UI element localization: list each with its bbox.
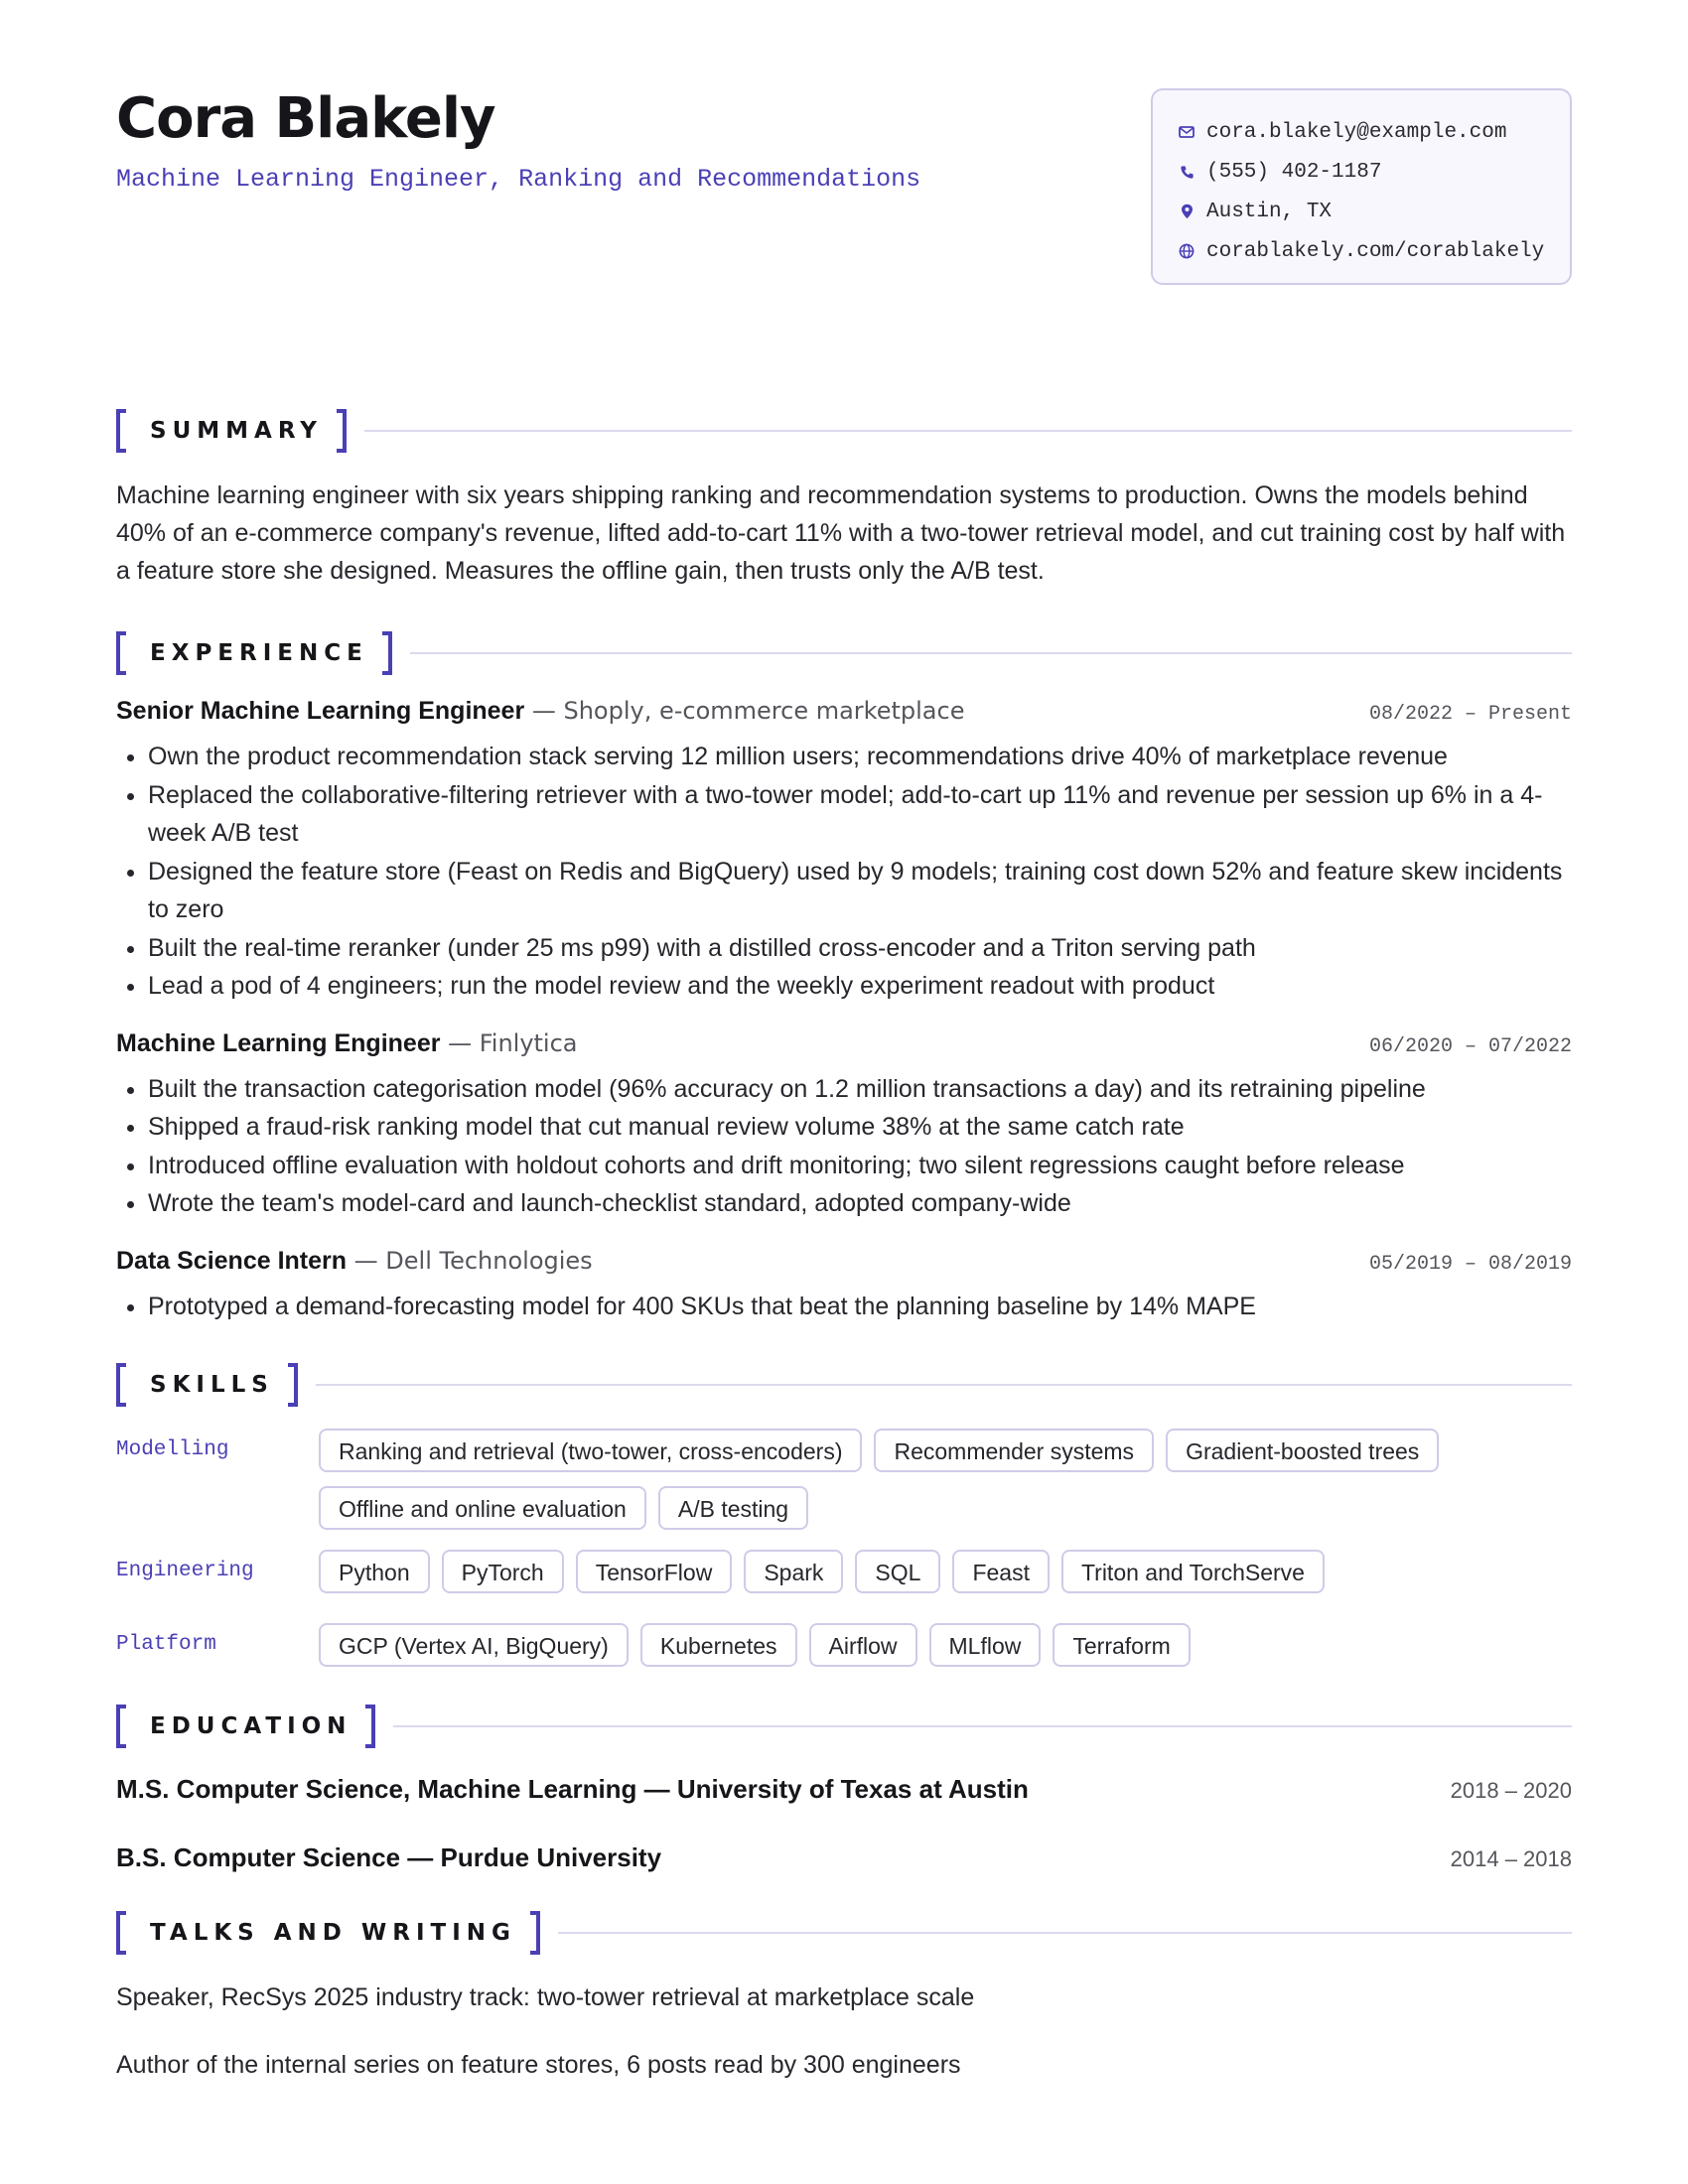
skill-tag: GCP (Vertex AI, BigQuery) [319, 1623, 629, 1667]
section-divider [316, 1384, 1572, 1386]
section-divider [558, 1932, 1572, 1934]
bracket-right [382, 631, 392, 675]
resume-header [116, 85, 1572, 316]
summary-section [116, 407, 1572, 590]
section-title: EXPERIENCE [150, 640, 368, 666]
skill-group-platform [116, 1623, 1572, 1667]
list-item: • Introduced offline evaluation with holdout cohorts and drift monitoring; two silent regressions caught before release [148, 1147, 1572, 1185]
contact-email-text: cora.blakely@example.com [1206, 120, 1507, 144]
degree-title: B.S. Computer Science — Purdue University [116, 1843, 662, 1872]
job-bullets [116, 1288, 1572, 1326]
job-entry [116, 1247, 1572, 1326]
globe-icon [1179, 243, 1195, 259]
contact-location [1179, 192, 1570, 231]
skill-group-label: Platform [116, 1633, 216, 1656]
skill-tag: Terraform [1053, 1623, 1190, 1667]
section-title: SUMMARY [150, 418, 323, 444]
job-dates: 05/2019 – 08/2019 [1368, 1252, 1572, 1276]
bracket-left [116, 1911, 126, 1955]
phone-icon [1179, 164, 1195, 180]
location-pin-icon [1179, 204, 1195, 219]
job-dates: 08/2022 – Present [1368, 703, 1572, 726]
skill-group-modelling [116, 1429, 1572, 1530]
summary-text: Machine learning engineer with six years shipping ranking and recommendation systems to production. Owns the models behind 40% of an e-commerce company's revenue, lifted add-to-cart 11% with a two-tower retrieval model, and cut training cost by half with a feature store she designed. Measures the offline gain, then trusts only the A/B test. [116, 481, 1566, 585]
section-title: TALKS AND WRITING [150, 1920, 516, 1946]
list-item: • Shipped a fraud-risk ranking model that cut manual review volume 38% at the same catch rate [148, 1108, 1572, 1147]
candidate-name: Cora Blakely [116, 86, 495, 151]
education-section [116, 1703, 1572, 1873]
skill-group-label: Modelling [116, 1438, 229, 1461]
bracket-right [530, 1911, 540, 1955]
contact-phone-text: (555) 402-1187 [1206, 160, 1382, 184]
skill-tag: Triton and TorchServe [1061, 1550, 1325, 1593]
section-divider [410, 652, 1572, 654]
degree-years: 2018 – 2020 [1450, 1778, 1572, 1803]
job-title: Senior Machine Learning Engineer [116, 697, 525, 725]
skills-section [116, 1361, 1572, 1667]
job-entry [116, 697, 1572, 1006]
job-title: Machine Learning Engineer [116, 1028, 441, 1057]
job-dates: 06/2020 – 07/2022 [1368, 1034, 1572, 1058]
section-title: SKILLS [150, 1372, 274, 1398]
bracket-left [116, 631, 126, 675]
experience-heading [116, 629, 1572, 677]
contact-location-text: Austin, TX [1206, 200, 1333, 223]
experience-section [116, 629, 1572, 1325]
section-divider [364, 430, 1572, 432]
list-item: • Designed the feature store (Feast on Redis and BigQuery) used by 9 models; training cost down 52% and feature skew incidents to zero [148, 853, 1572, 929]
contact-card [1151, 88, 1572, 285]
skills-heading [116, 1361, 1572, 1409]
bracket-left [116, 409, 126, 453]
job-company: — Dell Technologies [347, 1246, 593, 1275]
mail-icon [1179, 124, 1195, 140]
job-company: — Shoply, e-commerce marketplace [524, 697, 965, 725]
list-item: • Built the real-time reranker (under 25 ms p99) with a distilled cross-encoder and a Triton serving path [148, 929, 1572, 968]
list-item: • Wrote the team's model-card and launch-checklist standard, adopted company-wide [148, 1184, 1572, 1223]
contact-website-text: corablakely.com/corablakely [1206, 239, 1545, 263]
skill-tag: SQL [855, 1550, 940, 1593]
skill-tag: Recommender systems [874, 1429, 1154, 1472]
section-divider [393, 1725, 1572, 1727]
skill-tag: Kubernetes [640, 1623, 797, 1667]
skill-tags [319, 1429, 1572, 1530]
section-title: EDUCATION [150, 1713, 352, 1739]
talk-item: Author of the internal series on feature stores, 6 posts read by 300 engineers [116, 2051, 961, 2079]
candidate-role: Machine Learning Engineer, Ranking and Recommendations [116, 165, 921, 194]
skill-tag: Airflow [809, 1623, 917, 1667]
skill-tag: A/B testing [658, 1486, 808, 1530]
talks-section [116, 1909, 1572, 2084]
education-heading [116, 1703, 1572, 1750]
list-item: • Own the product recommendation stack serving 12 million users; recommendations drive 40% of marketplace revenue [148, 738, 1572, 776]
job-entry [116, 1029, 1572, 1223]
contact-phone[interactable] [1179, 152, 1570, 192]
list-item: • Replaced the collaborative-filtering retriever with a two-tower model; add-to-cart up 11% and revenue per session up 6% in a 4-week A/B test [148, 776, 1572, 853]
education-entry [116, 1774, 1572, 1805]
bracket-right [365, 1705, 375, 1748]
talks-heading [116, 1909, 1572, 1957]
bracket-right [337, 409, 347, 453]
skill-tag: PyTorch [442, 1550, 564, 1593]
list-item: • Lead a pod of 4 engineers; run the model review and the weekly experiment readout with product [148, 967, 1572, 1006]
skill-tag: TensorFlow [576, 1550, 733, 1593]
degree-title: M.S. Computer Science, Machine Learning — University of Texas at Austin [116, 1774, 1029, 1804]
skill-tag: Gradient-boosted trees [1166, 1429, 1439, 1472]
skill-tags [319, 1550, 1572, 1593]
degree-years: 2014 – 2018 [1450, 1846, 1572, 1871]
skill-tag: Python [319, 1550, 430, 1593]
skill-group-engineering [116, 1550, 1572, 1593]
job-title: Data Science Intern [116, 1246, 348, 1275]
talk-item: Speaker, RecSys 2025 industry track: two-tower retrieval at marketplace scale [116, 1983, 975, 2011]
contact-email[interactable] [1179, 112, 1570, 152]
job-company: — Finlytica [440, 1028, 578, 1057]
education-entry [116, 1843, 1572, 1873]
skill-tag: Offline and online evaluation [319, 1486, 646, 1530]
skill-tag: MLflow [929, 1623, 1042, 1667]
bracket-left [116, 1363, 126, 1407]
bracket-left [116, 1705, 126, 1748]
summary-heading [116, 407, 1572, 455]
skill-tag: Spark [744, 1550, 843, 1593]
skill-group-label: Engineering [116, 1560, 254, 1582]
contact-website[interactable] [1179, 231, 1570, 271]
skill-tag: Ranking and retrieval (two-tower, cross-encoders) [319, 1429, 862, 1472]
list-item: • Prototyped a demand-forecasting model for 400 SKUs that beat the planning baseline by 14% MAPE [148, 1288, 1572, 1326]
job-bullets [116, 1070, 1572, 1223]
skill-tags [319, 1623, 1572, 1667]
skill-tag: Feast [952, 1550, 1050, 1593]
job-bullets [116, 738, 1572, 1006]
list-item: • Built the transaction categorisation model (96% accuracy on 1.2 million transactions a day) and its retraining pipeline [148, 1070, 1572, 1109]
bracket-right [288, 1363, 298, 1407]
